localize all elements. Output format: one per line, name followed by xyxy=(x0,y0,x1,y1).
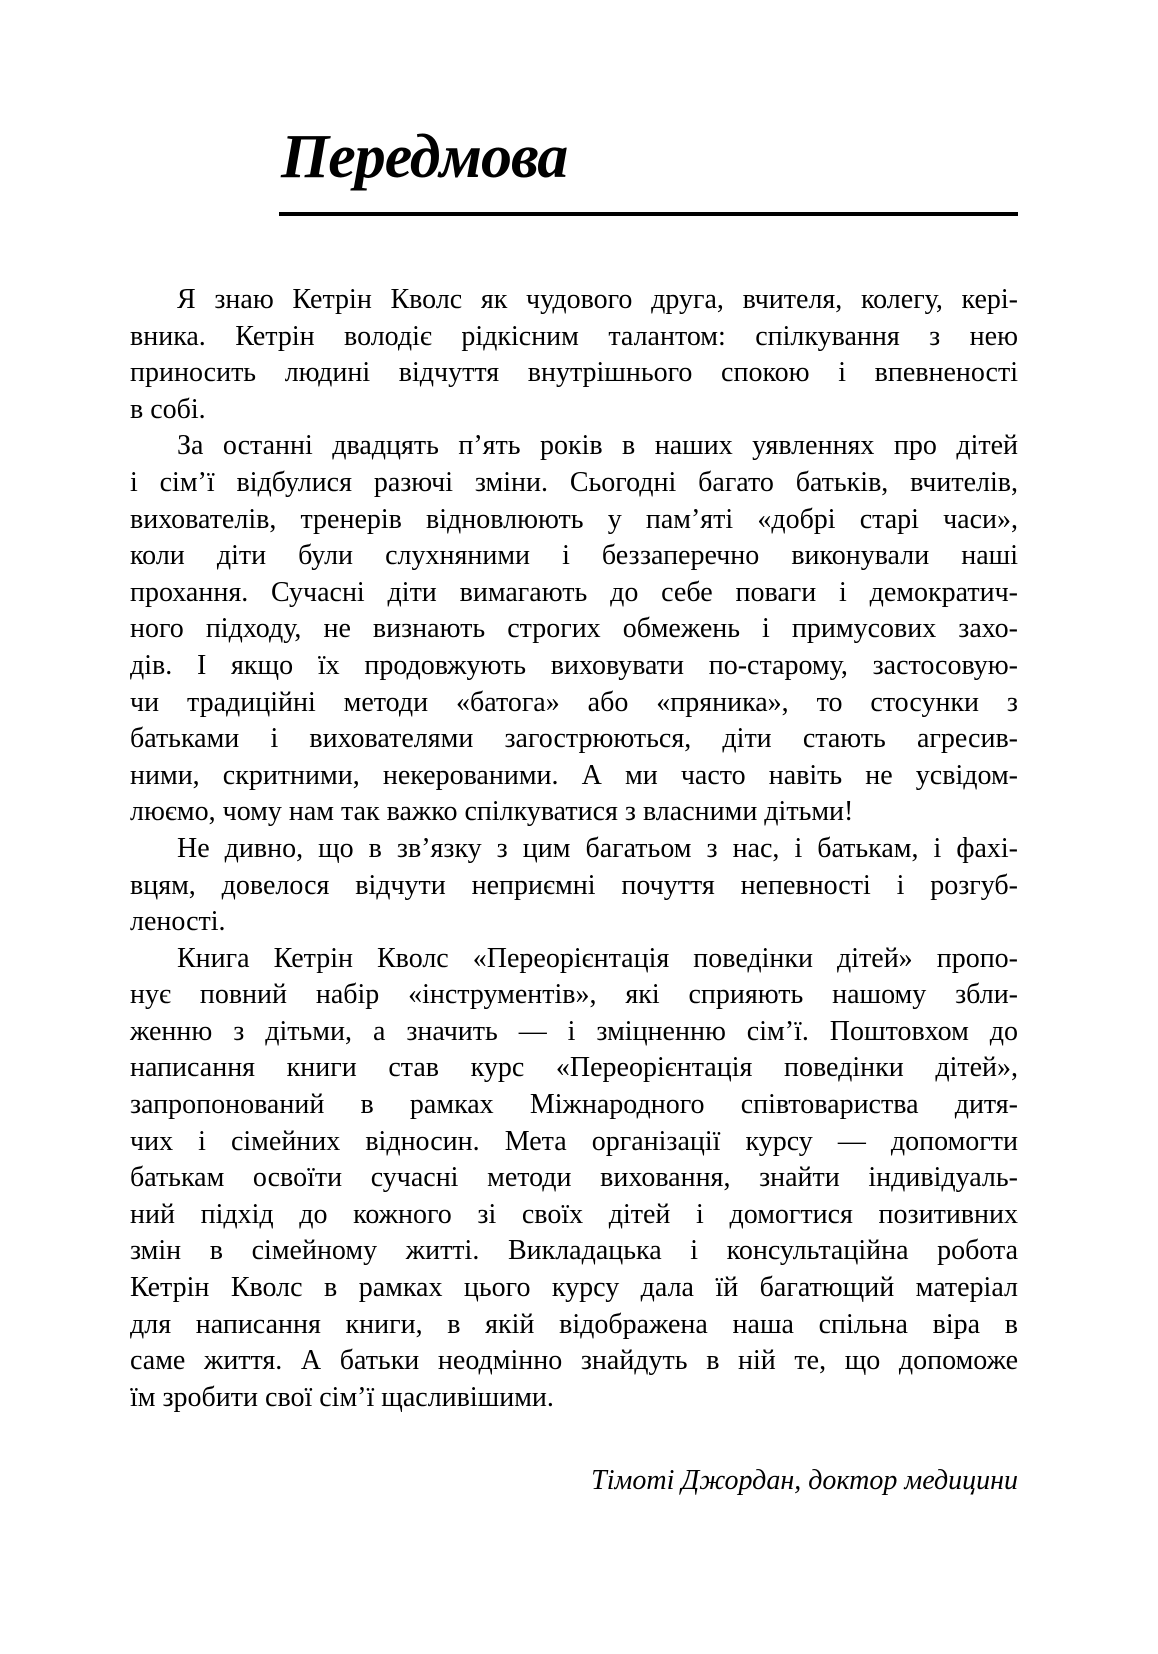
text-line: люємо, чому нам так важко спілкуватися з власними дітьми! xyxy=(130,796,854,828)
paragraph xyxy=(130,941,1018,1417)
text-line: вцям, довелося відчути неприємні почуття непевності і розгуб- xyxy=(130,869,1018,901)
text-line: Кетрін Кволс в рамках цього курсу дала їй багатющий матеріал xyxy=(130,1272,1018,1304)
text-line: для написання книги, в якій відображена наша спільна віра в xyxy=(130,1308,1018,1340)
title-rule xyxy=(279,212,1018,216)
text-line: Не дивно, що в зв’язку з цим багатьом з нас, і батькам, і фахі- xyxy=(177,832,1018,864)
text-line: коли діти були слухняними і беззаперечно виконували наші xyxy=(130,540,1018,572)
text-line: ний підхід до кожного зі своїх дітей і домогтися позитивних xyxy=(130,1198,1018,1230)
text-line: запропонований в рамках Міжнародного співтовариства дитя- xyxy=(130,1089,1018,1121)
text-line: дів. І якщо їх продовжують виховувати по-старому, застосовую- xyxy=(130,649,1018,681)
text-line: змін в сімейному житті. Викладацька і консультаційна робота xyxy=(130,1235,1018,1267)
text-line: батьками і вихователями загострюються, діти стають агресив- xyxy=(130,723,1018,755)
text-line: написання книги став курс «Переорієнтація поведінки дітей», xyxy=(130,1052,1018,1084)
text-line: вихователів, тренерів відновлюють у пам’яті «добрі старі часи», xyxy=(130,503,1018,535)
text-line: саме життя. А батьки неодмінно знайдуть в ній те, що допоможе xyxy=(130,1345,1018,1377)
text-line: Книга Кетрін Кволс «Переорієнтація поведінки дітей» пропо- xyxy=(177,942,1018,974)
text-line: прохання. Сучасні діти вимагають до себе поваги і демократич- xyxy=(130,576,1018,608)
text-line: приносить людині відчуття внутрішнього спокою і впевненості xyxy=(130,357,1018,389)
text-line: женню з дітьми, а значить — і зміцненню сім’ї. Поштовхом до xyxy=(130,1015,1018,1047)
text-line: вника. Кетрін володіє рідкісним талантом: спілкування з нею xyxy=(130,320,1018,352)
text-line: За останні двадцять п’ять років в наших уявленнях про дітей xyxy=(177,430,1018,462)
text-line: нує повний набір «інструментів», які сприяють нашому збли- xyxy=(130,979,1018,1011)
page-title: Передмова xyxy=(281,123,568,191)
text-line: в собі. xyxy=(130,393,206,425)
text-line: їм зробити свої сім’ї щасливішими. xyxy=(130,1381,554,1413)
text-line: чих і сімейних відносин. Мета організації курсу — допомогти xyxy=(130,1125,1018,1157)
text-line: ного підходу, не визнають строгих обмежень і примусових захо- xyxy=(130,613,1018,645)
text-line: ними, скритними, некерованими. А ми часто навіть не усвідом- xyxy=(130,759,1018,791)
paragraph xyxy=(130,831,1018,941)
paragraph xyxy=(130,282,1018,428)
text-line: чи традиційні методи «батога» або «пряника», то стосунки з xyxy=(130,686,1018,718)
text-line: леності. xyxy=(130,906,226,938)
paragraph xyxy=(130,428,1018,831)
text-line: Я знаю Кетрін Кволс як чудового друга, вчителя, колегу, кері- xyxy=(177,284,1018,315)
preface-body xyxy=(130,282,1018,1416)
text-line: батькам освоїти сучасні методи виховання, знайти індивідуаль- xyxy=(130,1162,1018,1194)
author-signature: Тімоті Джордан, доктор медицини xyxy=(591,1465,1018,1496)
text-line: і сім’ї відбулися разючі зміни. Сьогодні багато батьків, вчителів, xyxy=(130,466,1018,498)
